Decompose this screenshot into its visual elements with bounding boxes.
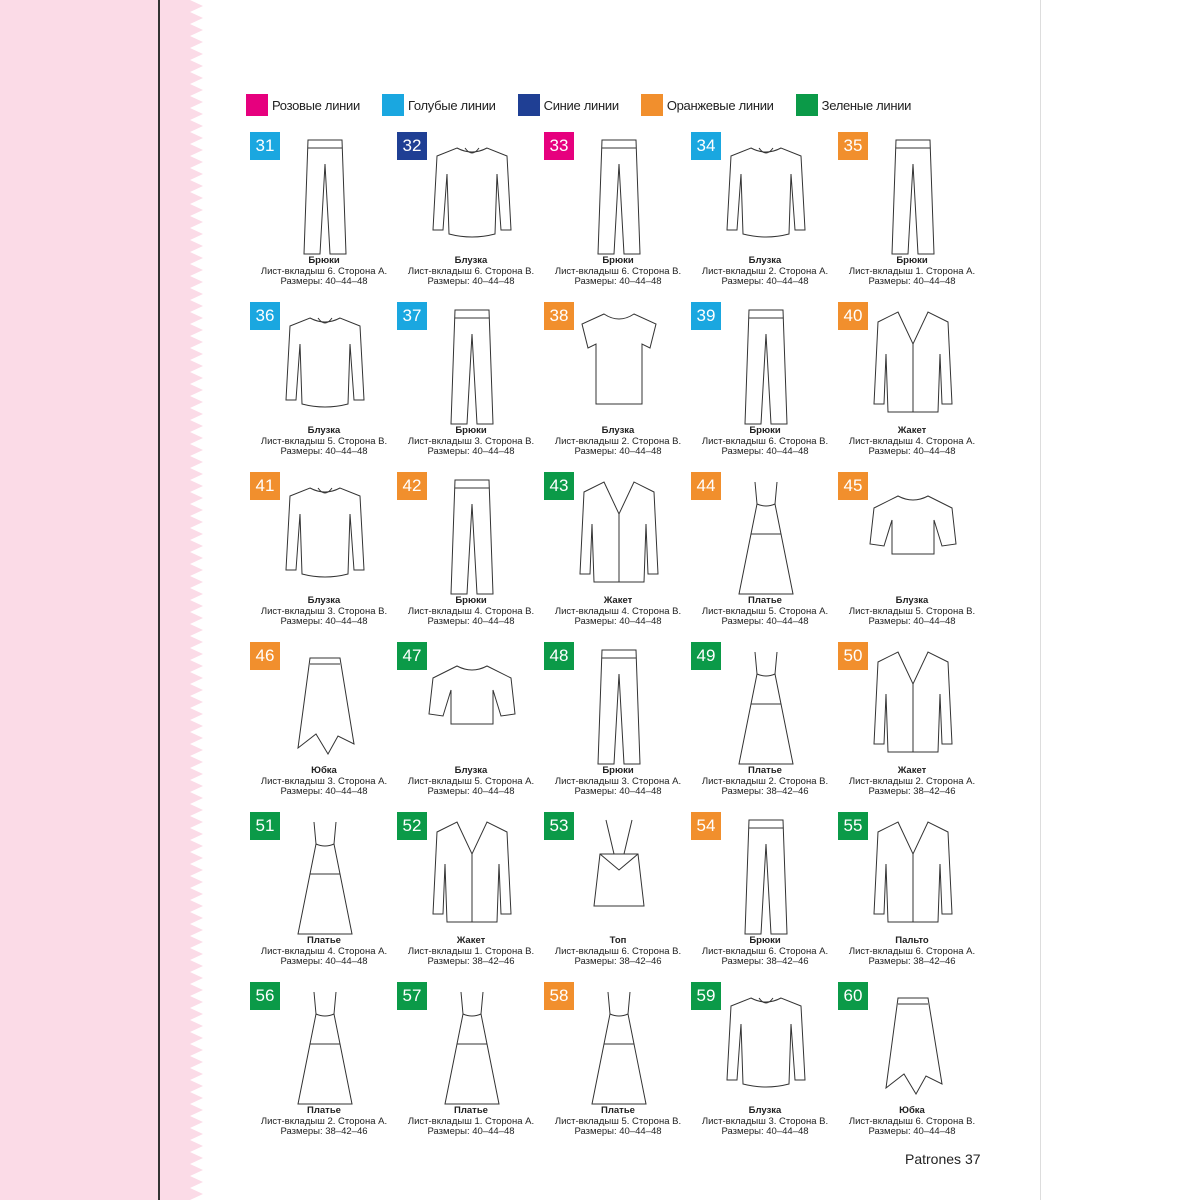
legend-item bbox=[641, 94, 774, 116]
blouse-icon bbox=[280, 304, 370, 428]
caption-sizes: Размеры: 40–44–48 bbox=[868, 616, 956, 627]
caption-sheet: Лист-вкладыш 3. Сторона В. bbox=[407, 435, 535, 447]
pattern-number-badge: 57 bbox=[397, 982, 427, 1010]
page-footer bbox=[905, 1151, 981, 1167]
pattern-item-60 bbox=[838, 980, 984, 1148]
caption-sheet: Лист-вкладыш 5. Сторона А. bbox=[701, 605, 829, 617]
pattern-item-38 bbox=[544, 300, 690, 468]
pattern-catalog-grid bbox=[250, 130, 990, 1140]
pattern-item-48 bbox=[544, 640, 690, 808]
pattern-caption bbox=[544, 766, 692, 798]
caption-sheet: Лист-вкладыш 6. Сторона В. bbox=[407, 265, 535, 277]
legend-swatch bbox=[246, 94, 268, 116]
crop-icon bbox=[427, 644, 517, 768]
caption-sizes: Размеры: 40–44–48 bbox=[280, 616, 368, 627]
caption-title: Брюки bbox=[308, 255, 340, 266]
pattern-number-badge: 49 bbox=[691, 642, 721, 670]
trousers-icon bbox=[574, 134, 664, 258]
pattern-item-58 bbox=[544, 980, 690, 1148]
legend-swatch bbox=[382, 94, 404, 116]
pattern-item-45 bbox=[838, 470, 984, 638]
blouse-icon bbox=[721, 134, 811, 258]
jacket-icon bbox=[427, 814, 517, 938]
pattern-number-badge: 47 bbox=[397, 642, 427, 670]
caption-sheet: Лист-вкладыш 4. Сторона В. bbox=[554, 605, 682, 617]
pattern-caption bbox=[838, 936, 986, 968]
pattern-number-badge: 45 bbox=[838, 472, 868, 500]
pattern-item-33 bbox=[544, 130, 690, 298]
legend-label: Зеленые линии bbox=[821, 97, 912, 113]
trousers-icon bbox=[721, 304, 811, 428]
pattern-item-59 bbox=[691, 980, 837, 1148]
top-icon bbox=[574, 814, 664, 938]
caption-sheet: Лист-вкладыш 2. Сторона А. bbox=[260, 1115, 388, 1127]
caption-title: Платье bbox=[307, 1105, 341, 1116]
caption-sizes: Размеры: 40–44–48 bbox=[721, 276, 809, 287]
caption-title: Жакет bbox=[603, 595, 633, 606]
caption-sizes: Размеры: 40–44–48 bbox=[280, 446, 368, 457]
caption-title: Брюки bbox=[749, 425, 781, 436]
pattern-item-52 bbox=[397, 810, 543, 978]
dress-icon bbox=[721, 644, 811, 768]
caption-sheet: Лист-вкладыш 1. Сторона А. bbox=[848, 265, 976, 277]
legend-swatch bbox=[796, 94, 818, 116]
pattern-number-badge: 59 bbox=[691, 982, 721, 1010]
pattern-item-42 bbox=[397, 470, 543, 638]
caption-sizes: Размеры: 40–44–48 bbox=[427, 616, 515, 627]
trousers-icon bbox=[427, 474, 517, 598]
pattern-caption bbox=[838, 596, 986, 628]
pattern-item-46 bbox=[250, 640, 396, 808]
pattern-item-47 bbox=[397, 640, 543, 808]
caption-sizes: Размеры: 40–44–48 bbox=[280, 276, 368, 287]
pattern-item-54 bbox=[691, 810, 837, 978]
pattern-item-57 bbox=[397, 980, 543, 1148]
tee-icon bbox=[574, 304, 664, 428]
caption-title: Платье bbox=[307, 935, 341, 946]
pattern-item-51 bbox=[250, 810, 396, 978]
pattern-caption bbox=[691, 596, 839, 628]
caption-title: Жакет bbox=[897, 425, 927, 436]
pattern-item-56 bbox=[250, 980, 396, 1148]
caption-title: Жакет bbox=[897, 765, 927, 776]
trousers-icon bbox=[427, 304, 517, 428]
dress-icon bbox=[721, 474, 811, 598]
caption-title: Платье bbox=[601, 1105, 635, 1116]
caption-sizes: Размеры: 40–44–48 bbox=[427, 446, 515, 457]
pattern-caption bbox=[250, 256, 398, 288]
pattern-number-badge: 37 bbox=[397, 302, 427, 330]
caption-sizes: Размеры: 40–44–48 bbox=[427, 786, 515, 797]
pattern-number-badge: 54 bbox=[691, 812, 721, 840]
zigzag-page-edge bbox=[0, 0, 205, 1200]
pattern-item-49 bbox=[691, 640, 837, 808]
caption-sizes: Размеры: 40–44–48 bbox=[574, 786, 662, 797]
pattern-number-badge: 40 bbox=[838, 302, 868, 330]
caption-title: Блузка bbox=[748, 1105, 782, 1116]
pattern-caption bbox=[838, 426, 986, 458]
caption-title: Блузка bbox=[307, 595, 341, 606]
caption-sheet: Лист-вкладыш 6. Сторона А. bbox=[848, 945, 976, 957]
caption-sizes: Размеры: 38–42–46 bbox=[280, 1126, 368, 1137]
caption-title: Платье bbox=[748, 765, 782, 776]
caption-sheet: Лист-вкладыш 6. Сторона В. bbox=[701, 435, 829, 447]
caption-title: Блузка bbox=[601, 425, 635, 436]
pattern-caption bbox=[544, 596, 692, 628]
jacket-icon bbox=[868, 644, 958, 768]
caption-sheet: Лист-вкладыш 5. Сторона А. bbox=[407, 775, 535, 787]
pattern-caption bbox=[838, 1106, 986, 1138]
pattern-number-badge: 35 bbox=[838, 132, 868, 160]
caption-title: Брюки bbox=[896, 255, 928, 266]
legend-swatch bbox=[518, 94, 540, 116]
pattern-number-badge: 34 bbox=[691, 132, 721, 160]
caption-title: Топ bbox=[609, 935, 627, 946]
caption-sizes: Размеры: 40–44–48 bbox=[868, 1126, 956, 1137]
pattern-caption bbox=[397, 936, 545, 968]
caption-sheet: Лист-вкладыш 6. Сторона А. bbox=[701, 945, 829, 957]
caption-sizes: Размеры: 38–42–46 bbox=[721, 956, 809, 967]
legend-item bbox=[246, 94, 360, 116]
jacket-icon bbox=[574, 474, 664, 598]
blouse-icon bbox=[280, 474, 370, 598]
caption-sheet: Лист-вкладыш 4. Сторона А. bbox=[848, 435, 976, 447]
pattern-caption bbox=[544, 256, 692, 288]
caption-sheet: Лист-вкладыш 3. Сторона А. bbox=[260, 775, 388, 787]
pattern-caption bbox=[397, 1106, 545, 1138]
caption-title: Брюки bbox=[455, 595, 487, 606]
pattern-caption bbox=[397, 256, 545, 288]
caption-sizes: Размеры: 40–44–48 bbox=[427, 1126, 515, 1137]
trousers-icon bbox=[721, 814, 811, 938]
pattern-item-36 bbox=[250, 300, 396, 468]
caption-sheet: Лист-вкладыш 2. Сторона А. bbox=[701, 265, 829, 277]
trousers-icon bbox=[868, 134, 958, 258]
trousers-icon bbox=[280, 134, 370, 258]
skirt-icon bbox=[280, 644, 370, 768]
crop-icon bbox=[868, 474, 958, 598]
caption-title: Брюки bbox=[749, 935, 781, 946]
pattern-caption bbox=[250, 596, 398, 628]
legend-swatch bbox=[641, 94, 663, 116]
blouse-icon bbox=[721, 984, 811, 1108]
pattern-caption bbox=[691, 766, 839, 798]
dress-icon bbox=[280, 814, 370, 938]
pattern-item-31 bbox=[250, 130, 396, 298]
caption-title: Платье bbox=[748, 595, 782, 606]
page-right-edge bbox=[1040, 0, 1041, 1200]
pattern-item-39 bbox=[691, 300, 837, 468]
pattern-item-32 bbox=[397, 130, 543, 298]
pattern-number-badge: 41 bbox=[250, 472, 280, 500]
pattern-number-badge: 36 bbox=[250, 302, 280, 330]
caption-title: Блузка bbox=[307, 425, 341, 436]
caption-title: Брюки bbox=[455, 425, 487, 436]
pattern-caption bbox=[544, 936, 692, 968]
caption-sheet: Лист-вкладыш 4. Сторона А. bbox=[260, 945, 388, 957]
pattern-item-53 bbox=[544, 810, 690, 978]
caption-sizes: Размеры: 40–44–48 bbox=[574, 276, 662, 287]
page-border bbox=[158, 0, 160, 1200]
caption-title: Блузка bbox=[454, 255, 488, 266]
pattern-item-41 bbox=[250, 470, 396, 638]
pattern-caption bbox=[691, 426, 839, 458]
pattern-number-badge: 46 bbox=[250, 642, 280, 670]
pattern-number-badge: 51 bbox=[250, 812, 280, 840]
pattern-number-badge: 32 bbox=[397, 132, 427, 160]
caption-sheet: Лист-вкладыш 1. Сторона А. bbox=[407, 1115, 535, 1127]
caption-sheet: Лист-вкладыш 5. Сторона В. bbox=[260, 435, 388, 447]
pattern-item-37 bbox=[397, 300, 543, 468]
dress-icon bbox=[427, 984, 517, 1108]
pattern-caption bbox=[250, 936, 398, 968]
blouse-icon bbox=[427, 134, 517, 258]
caption-title: Блузка bbox=[748, 255, 782, 266]
pattern-caption bbox=[544, 426, 692, 458]
caption-title: Юбка bbox=[311, 765, 337, 776]
dress-icon bbox=[280, 984, 370, 1108]
caption-sizes: Размеры: 38–42–46 bbox=[721, 786, 809, 797]
caption-sheet: Лист-вкладыш 5. Сторона В. bbox=[554, 1115, 682, 1127]
pattern-caption bbox=[397, 766, 545, 798]
caption-sheet: Лист-вкладыш 1. Сторона В. bbox=[407, 945, 535, 957]
caption-sizes: Размеры: 40–44–48 bbox=[574, 1126, 662, 1137]
legend-item bbox=[796, 94, 911, 116]
caption-sizes: Размеры: 40–44–48 bbox=[868, 276, 956, 287]
caption-sizes: Размеры: 40–44–48 bbox=[427, 276, 515, 287]
caption-sheet: Лист-вкладыш 2. Сторона А. bbox=[848, 775, 976, 787]
caption-sheet: Лист-вкладыш 6. Сторона В. bbox=[848, 1115, 976, 1127]
pattern-item-43 bbox=[544, 470, 690, 638]
caption-sheet: Лист-вкладыш 4. Сторона В. bbox=[407, 605, 535, 617]
pattern-number-badge: 39 bbox=[691, 302, 721, 330]
jacket-icon bbox=[868, 304, 958, 428]
pattern-number-badge: 55 bbox=[838, 812, 868, 840]
pattern-number-badge: 44 bbox=[691, 472, 721, 500]
pattern-number-badge: 60 bbox=[838, 982, 868, 1010]
jacket-icon bbox=[868, 814, 958, 938]
caption-title: Пальто bbox=[895, 935, 929, 946]
pattern-number-badge: 43 bbox=[544, 472, 574, 500]
pattern-caption bbox=[397, 426, 545, 458]
caption-title: Брюки bbox=[602, 255, 634, 266]
caption-sheet: Лист-вкладыш 6. Сторона А. bbox=[260, 265, 388, 277]
caption-sizes: Размеры: 40–44–48 bbox=[574, 616, 662, 627]
caption-sizes: Размеры: 40–44–48 bbox=[721, 616, 809, 627]
pattern-number-badge: 33 bbox=[544, 132, 574, 160]
pattern-number-badge: 58 bbox=[544, 982, 574, 1010]
caption-sheet: Лист-вкладыш 6. Сторона В. bbox=[554, 265, 682, 277]
legend-item bbox=[518, 94, 619, 116]
trousers-icon bbox=[574, 644, 664, 768]
pattern-caption bbox=[838, 256, 986, 288]
pattern-caption bbox=[691, 936, 839, 968]
page-number: 37 bbox=[964, 1151, 981, 1167]
legend-label: Оранжевые линии bbox=[666, 97, 774, 113]
caption-sheet: Лист-вкладыш 3. Сторона В. bbox=[701, 1115, 829, 1127]
legend-label: Синие линии bbox=[543, 97, 619, 113]
pattern-caption bbox=[544, 1106, 692, 1138]
caption-sheet: Лист-вкладыш 3. Сторона В. bbox=[260, 605, 388, 617]
caption-title: Блузка bbox=[895, 595, 929, 606]
caption-sizes: Размеры: 38–42–46 bbox=[427, 956, 515, 967]
skirt-icon bbox=[868, 984, 958, 1108]
pattern-item-50 bbox=[838, 640, 984, 808]
pattern-item-44 bbox=[691, 470, 837, 638]
legend-label: Розовые линии bbox=[272, 97, 360, 113]
legend-label: Голубые линии bbox=[407, 97, 496, 113]
caption-title: Блузка bbox=[454, 765, 488, 776]
caption-sizes: Размеры: 40–44–48 bbox=[280, 786, 368, 797]
caption-sizes: Размеры: 38–42–46 bbox=[868, 786, 956, 797]
pattern-item-35 bbox=[838, 130, 984, 298]
caption-title: Платье bbox=[454, 1105, 488, 1116]
pattern-number-badge: 52 bbox=[397, 812, 427, 840]
legend-item bbox=[382, 94, 496, 116]
caption-sizes: Размеры: 40–44–48 bbox=[721, 446, 809, 457]
caption-title: Юбка bbox=[899, 1105, 925, 1116]
pattern-caption bbox=[250, 766, 398, 798]
caption-sheet: Лист-вкладыш 6. Сторона В. bbox=[554, 945, 682, 957]
pattern-number-badge: 38 bbox=[544, 302, 574, 330]
caption-sizes: Размеры: 40–44–48 bbox=[574, 446, 662, 457]
pattern-number-badge: 50 bbox=[838, 642, 868, 670]
pattern-caption bbox=[691, 256, 839, 288]
pattern-caption bbox=[250, 1106, 398, 1138]
pattern-number-badge: 48 bbox=[544, 642, 574, 670]
pattern-caption bbox=[397, 596, 545, 628]
caption-sizes: Размеры: 40–44–48 bbox=[868, 446, 956, 457]
pattern-item-34 bbox=[691, 130, 837, 298]
caption-sizes: Размеры: 38–42–46 bbox=[868, 956, 956, 967]
caption-sheet: Лист-вкладыш 5. Сторона В. bbox=[848, 605, 976, 617]
pattern-item-40 bbox=[838, 300, 984, 468]
pattern-caption bbox=[838, 766, 986, 798]
pattern-caption bbox=[250, 426, 398, 458]
caption-title: Жакет bbox=[456, 935, 486, 946]
caption-sizes: Размеры: 38–42–46 bbox=[574, 956, 662, 967]
caption-sheet: Лист-вкладыш 2. Сторона В. bbox=[701, 775, 829, 787]
pattern-number-badge: 31 bbox=[250, 132, 280, 160]
pattern-number-badge: 42 bbox=[397, 472, 427, 500]
color-legend bbox=[246, 94, 933, 116]
pattern-item-55 bbox=[838, 810, 984, 978]
magazine-brand: Patrones bbox=[905, 1151, 962, 1167]
caption-sheet: Лист-вкладыш 3. Сторона А. bbox=[554, 775, 682, 787]
caption-sizes: Размеры: 40–44–48 bbox=[721, 1126, 809, 1137]
pattern-number-badge: 56 bbox=[250, 982, 280, 1010]
caption-sizes: Размеры: 40–44–48 bbox=[280, 956, 368, 967]
caption-sheet: Лист-вкладыш 2. Сторона В. bbox=[554, 435, 682, 447]
dress-icon bbox=[574, 984, 664, 1108]
caption-title: Брюки bbox=[602, 765, 634, 776]
pattern-number-badge: 53 bbox=[544, 812, 574, 840]
pattern-caption bbox=[691, 1106, 839, 1138]
